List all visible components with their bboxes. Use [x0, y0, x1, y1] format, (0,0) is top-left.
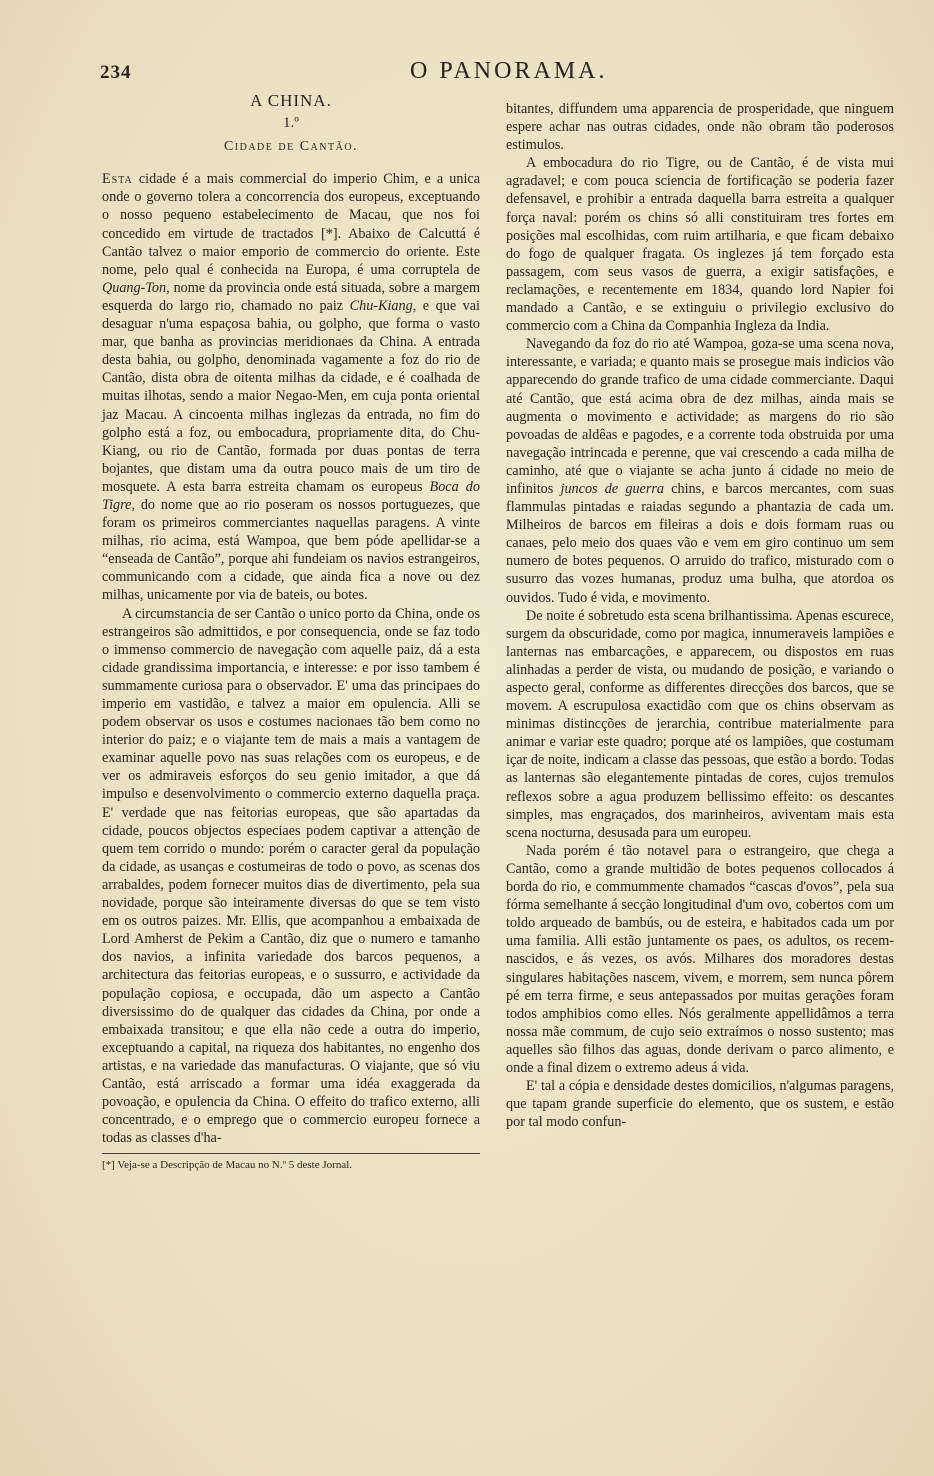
italic-term: juncos de guerra [560, 480, 664, 497]
section-title: Cidade de Cantão. [223, 139, 359, 155]
italic-term: Chu-Kiang [349, 297, 413, 314]
paragraph-text: , do nome que ao rio poseram os nossos portuguezes, que foram os primeiros commerciantes naquellas paragens. A vinte milhas, rio acima, está Wampoa, que bem póde apellidar-se a “enseada de Cantão”, porque ahi fundeiam os navios estrangeiros, communicando com a cidade, que ainda fica a nove ou dez milhas, unicamente por via de bateis, ou botes. [102, 496, 480, 604]
italic-term: Boca do Tigre [102, 478, 480, 513]
article-title: A CHINA. [250, 91, 332, 110]
italic-term: Quang-Ton [102, 279, 167, 296]
paragraph-text: , e que vai desaguar n'uma espaçosa bahia, ou golpho, que forma o vasto mar, que banha as provincias meridionaes da China. A entrada desta bahia, ou golpho, denominada vagamente a foz do rio de Cantão, dista obra de oitenta milhas da cidade, e é coalhada de muitas ilhotas, sendo a maior Negao-Men, em cuja ponta oriental jaz Macau. A cincoenta milhas inglezas da entrada, no fim do golpho está a foz, ou embocadura, propriamente dita, do Chu-Kiang, ou rio de Cantão, formada por duas pontas de terra bojantes, que distam uma da outra pouco mais de um tiro de mosquete. A esta barra estreita chamam os europeus [102, 297, 480, 495]
paragraph-text: Navegando da foz do rio até Wampoa, goza-se uma scena nova, interessante, e variada; e quanto mais se prosegue mais indicios vão apparecendo do grande trafico de uma cidade commerciante. Daqui até Cantão, que está acima obra de dez milhas, ainda mais se augmenta o movimento e actividade; as margens do rio são povoadas de aldêas e pagodes, e a corrente toda obstruida por uma navegação intrincada e perenne, que vai crescendo a cada milha de caminho, até que o viajante se acha junto á cidade no meio de infinitos [506, 336, 894, 497]
paragraph [506, 335, 894, 606]
footnote: [*] Veja-se a Descripção de Macau no N.º 5 deste Jornal. [102, 1159, 353, 1172]
paragraph [102, 170, 480, 604]
journal-title: O PANORAMA. [410, 58, 608, 84]
paragraph: A circumstancia de ser Cantão o unico porto da China, onde os estrangeiros são admittidos, e por consequencia, onde se faz todo o immenso commercio de navegação com aquelle paiz, dá a esta cidade grandissima importancia, e interesse: e por isso tambem é summamente curiosa para o observador. E' uma das principaes do imperio em vastidão, e talvez a maior em opulencia. Alli se podem observar os usos e costumes nacionaes tão bem como no interior do paiz; e o viajante tem de mais a mais a vantagem de examinar aquelle povo nas suas relações com os europeus, e de ver os admiraveis esforços do seu genio imitador, a que dá impulso e desenvolvimento o commercio externo daquella praça. E' verdade que nas feitorias europeas, que são apartadas da cidade, poucos objectos especiaes podem captivar a attenção de quem tem corrido o mundo: porém o caracter geral da população da cidade, as usanças e costumeiras de todo o povo, as scenas dos arrabaldes, podem fornecer muitos dias de divertimento, pela sua novidade, porque são inteiramente diversas do que se tem visto em os outros paizes. Mr. Ellis, que acompanhou a embaixada de Lord Amherst de Pekim a Cantão, diz que o numero e tamanho dos navios, a infinita variedade dos barcos pequenos, a architectura das feitorias europeas, e o sussurro, e actividade da população copiosa, e occupada, dão um aspecto a Cantão diversissimo do de qualquer das cidades da China, por onde a embaixada transitou; e que ella não cede a outra do imperio, exceptuando a capital, na riqueza dos habitantes, no engenho dos artistas, e na variedade das manufacturas. O viajante, que só viu Cantão, está arriscado a formar uma idéa exaggerada da povoação, e opulencia da China. O effeito do trafico externo, alli concentrado, e o emprego que o commercio europeu fornece a todas as classes d'ha- [102, 605, 480, 1147]
left-column [102, 92, 480, 1172]
right-column [506, 100, 894, 1131]
paragraph-text: cidade é a mais commercial do imperio Chim, e a unica onde o governo tolera a concorrencia dos europeus, exceptuando o nosso pequeno estabelecimento de Macau, que nos foi concedido em virtude de tractados [*]. Abaixo de Calcuttá é Cantão talvez o maior emporio de commercio do oriente. Este nome, pelo qual é conhecida na Europa, é uma corruptela de [102, 171, 480, 278]
paragraph-text: , nome da provincia onde está situada, sobre a margem esquerda do largo rio, chamado no paiz [102, 279, 480, 314]
paragraph: bitantes, diffundem uma apparencia de prosperidade, que ninguem espere achar nas outras cidades, onde não obram tão poderosos estimulos. [506, 101, 894, 154]
paragraph-text: chins, e barcos mercantes, com suas flammulas pintadas e raiadas segundo a phantazia de cada um. Milheiros de barcos em fileiras a dois e dois formam ruas ou canaes, pelo meio dos quaes vão e vem em giro continuo um sem numero de botes pequenos. O arruido do trafico, misturado com o susurro das vozes humanas, produz uma bulha, que atordoa os ouvidos. Tudo é vida, e movimento. [506, 480, 895, 606]
article-number: 1.º [283, 115, 299, 132]
paragraph: E' tal a cópia e densidade destes domicilios, n'algumas paragens, que tapam grande superficie do elemento, que os sustem, e estão por tal modo confun- [506, 1078, 894, 1131]
paragraph: A embocadura do rio Tigre, ou de Cantão, é de vista mui agradavel; e com pouca sciencia de fortificação se poderia fazer defensavel, e prohibir a entrada daquella barra estreita a qualquer força naval: porém os chins só alli constituiram tres fortes em posições mal escolhidas, com ruim artilharia, e que ficam debaixo do fogo de qualquer fragata. Os inglezes já tem forçado esta passagem, com seus vasos de guerra, a exigir satisfações, e reclamações, e recentemente em 1834, quando lord Napier foi mandado a Cantão, e se extinguiu o privilegio exclusivo do commercio com a China da Companhia Ingleza da India. [506, 155, 894, 335]
page-number: 234 [100, 62, 132, 83]
paragraph: De noite é sobretudo esta scena brilhantissima. Apenas escurece, surgem da obscuridade, como por magica, innumeraveis lampiões e lanternas nas embarcações, e apparecem, ou dispostos em ruas alinhadas a perder de vista, ou mudando de posição, e variando o aspecto geral, conforme as differentes direcções dos barcos, que se movem. A escrupulosa exactidão com que os chins observam as minimas distincções de jerarchia, contribue materialmente para animar e variar este quadro; porque até os lampiões, que costumam içar de noite, indicam a classe das pessoas, que estão a bordo. Todas as lanternas são elegantemente pintadas de cores, cujos tremulos reflexos sobre a agua produzem bellissimo effeito: os descantes simples, mas engraçados, dos marinheiros, aviventam mais esta scena nocturna, desusada para um europeu. [506, 607, 894, 841]
footnote-rule [102, 1153, 480, 1154]
paragraph-lead-word: Esta [102, 171, 133, 188]
running-head [100, 58, 894, 90]
paragraph: Nada porém é tão notavel para o estrangeiro, que chega a Cantão, como a grande multidão de botes pequenos collocados á borda do rio, e commummente chamados “cascas d'ovos”, pela sua fórma semelhante á secção longitudinal d'um ovo, cobertos com um toldo arqueado de bambús, ou de esteira, e habitados cada um por uma familia. Alli estão juntamente os paes, os adultos, os recem-nascidos, e ás vezes, os avós. Milhares dos moradores destas singulares habitações nascem, vivem, e morrem, sem nunca pôrem pé em terra firme, e seus antepassados por muitas gerações foram todos amphibios como elles. Nós geralmente appellidâmos a terra nossa mãe commum, de cujo seio extraímos o nosso sustento; mas aquelles são filhos das aguas, donde derivam o parco alimento, e onde a final dizem o extremo adeus á vida. [506, 842, 894, 1076]
